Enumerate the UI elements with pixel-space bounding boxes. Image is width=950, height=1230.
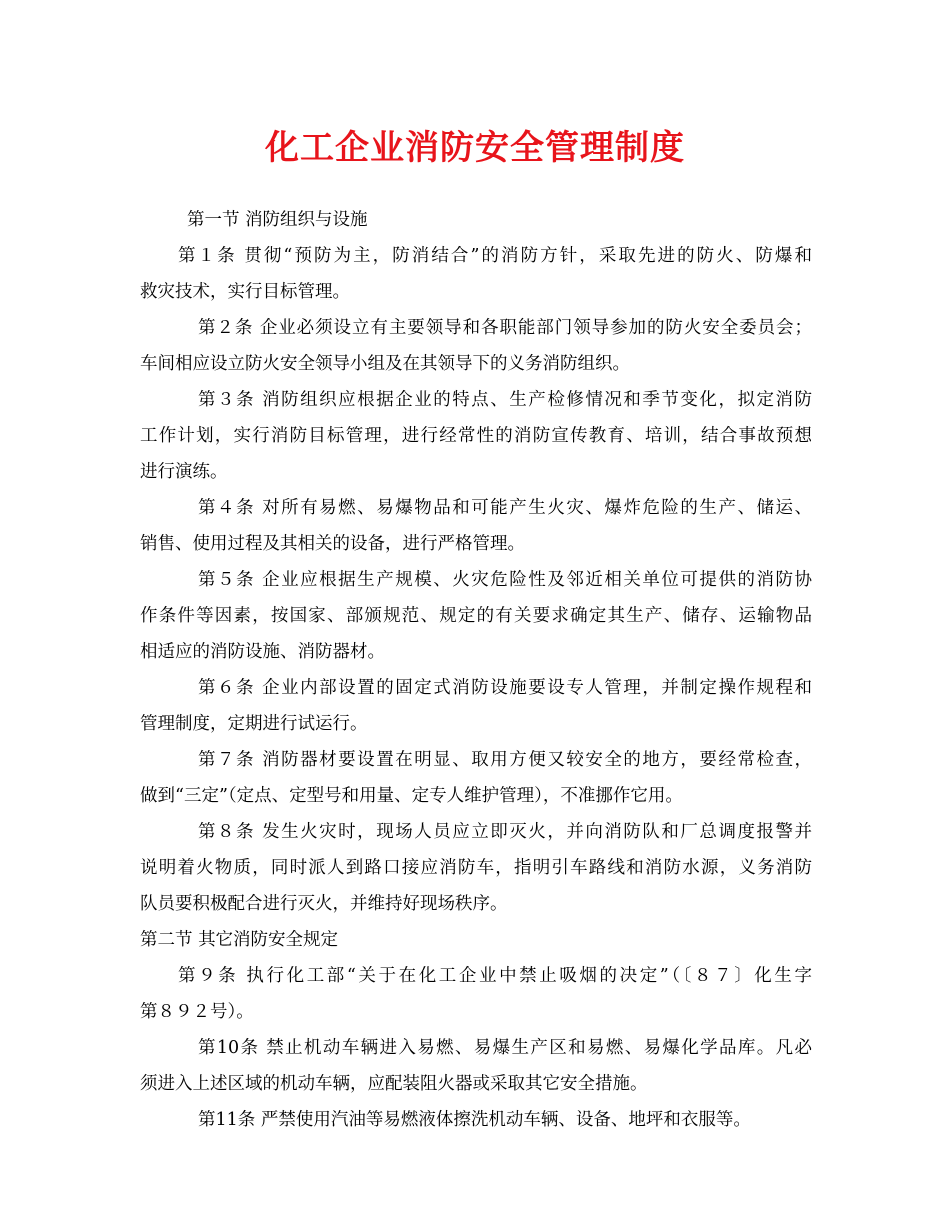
article-6-line-1: 第６条 企业内部设置的固定式消防设施要设专人管理，并制定操作规程和 <box>198 678 812 698</box>
article-5-line-1: 第５条 企业应根据生产规模、火灾危险性及邻近相关单位可提供的消防协 <box>198 570 812 590</box>
article-9-line-1: 第９条 执行化工部“关于在化工企业中禁止吸烟的决定”（〔８７〕化生字 <box>178 966 812 986</box>
article-1-line-1: 第１条 贯彻“预防为主，防消结合”的消防方针，采取先进的防火、防爆和 <box>178 246 812 266</box>
article-8-line-3: 队员要积极配合进行灭火，并维持好现场秩序。 <box>140 894 508 914</box>
article-7-line-1: 第７条 消防器材要设置在明显、取用方便又较安全的地方，要经常检查， <box>198 750 812 770</box>
article-11-line-1: 第11条 严禁使用汽油等易燃液体擦洗机动车辆、设备、地坪和衣服等。 <box>198 1110 751 1130</box>
section-heading-2: 第二节 其它消防安全规定 <box>140 930 339 950</box>
article-4-line-1: 第４条 对所有易燃、易爆物品和可能产生火灾、爆炸危险的生产、储运、 <box>198 498 812 518</box>
article-3-line-3: 进行演练。 <box>140 462 228 482</box>
article-10-line-1: 第10条 禁止机动车辆进入易燃、易爆生产区和易燃、易爆化学品库。凡必 <box>198 1038 812 1058</box>
section-heading-1: 第一节 消防组织与设施 <box>187 210 368 230</box>
article-3-line-1: 第３条 消防组织应根据企业的特点、生产检修情况和季节变化，拟定消防 <box>198 390 812 410</box>
article-6-line-2: 管理制度，定期进行试运行。 <box>140 714 368 734</box>
article-9-line-2: 第８９２号）。 <box>140 1002 254 1022</box>
article-5-line-3: 相适应的消防设施、消防器材。 <box>140 642 385 662</box>
article-2-line-2: 车间相应设立防火安全领导小组及在其领导下的义务消防组织。 <box>140 354 630 374</box>
article-2-line-1: 第２条 企业必须设立有主要领导和各职能部门领导参加的防火安全委员会； <box>198 318 812 338</box>
article-5-line-2: 作条件等因素，按国家、部颁规范、规定的有关要求确定其生产、储存、运输物品 <box>140 606 812 626</box>
article-7-line-2: 做到“三定”（定点、定型号和用量、定专人维护管理），不准挪作它用。 <box>140 786 683 806</box>
article-4-line-2: 销售、使用过程及其相关的设备，进行严格管理。 <box>140 534 525 554</box>
article-3-line-2: 工作计划，实行消防目标管理，进行经常性的消防宣传教育、培训，结合事故预想 <box>140 426 812 446</box>
document-body <box>140 202 812 1138</box>
article-1-line-2: 救灾技术，实行目标管理。 <box>140 282 350 302</box>
article-8-line-1: 第８条 发生火灾时，现场人员应立即灭火，并向消防队和厂总调度报警并 <box>198 822 812 842</box>
article-10-line-2: 须进入上述区域的机动车辆，应配装阻火器或采取其它安全措施。 <box>140 1074 648 1094</box>
document-title: 化工企业消防安全管理制度 <box>265 128 685 168</box>
article-8-line-2: 说明着火物质，同时派人到路口接应消防车，指明引车路线和消防水源，义务消防 <box>140 858 812 878</box>
